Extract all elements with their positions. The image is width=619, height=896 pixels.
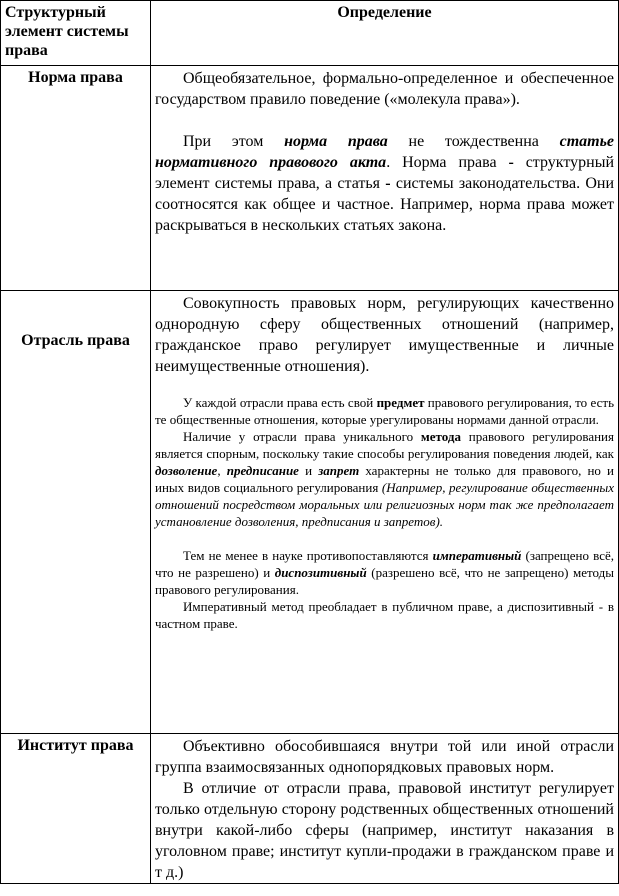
text: При этом bbox=[183, 133, 285, 150]
text: системы законодательства. Они соотносятся как общее и частное. Например, норма права может раскрываться в нескольких статьях закона. bbox=[155, 175, 615, 234]
table-row bbox=[1, 734, 619, 884]
row-definition bbox=[151, 734, 619, 884]
example-note: (Например, регулирование общественных отношений посредством моральных или религиозных норм так же предполагает установление дозволения, предписания и запретов). bbox=[155, 480, 614, 529]
row-definition bbox=[151, 291, 619, 734]
emphasis: диспозитивный bbox=[274, 565, 367, 580]
text: Тем не менее в науке противопоставляются bbox=[183, 548, 433, 563]
method-paragraph bbox=[155, 428, 614, 530]
methods-paragraph bbox=[155, 547, 614, 598]
text: (разрешено всё, что не запрещено) методы правового регулирования. bbox=[155, 565, 614, 597]
text: правового регулирования, то есть те общественные отношения, которые урегулированы нормами данной отрасли. bbox=[155, 395, 614, 427]
header-element: Структурный элемент системы права bbox=[1, 1, 151, 66]
emphasis: запрет bbox=[318, 463, 360, 478]
emphasis: статье нормативного правового акта bbox=[155, 133, 615, 171]
table-header-row bbox=[1, 1, 619, 66]
emphasis: предписание bbox=[226, 463, 299, 478]
text: структурный элемент системы права, а статья bbox=[155, 154, 615, 192]
header-definition: Определение bbox=[151, 1, 619, 66]
definition-paragraph: Общеобязательное, формально-определенное и обеспеченное государством правило поведение («молекула права»). bbox=[155, 70, 614, 108]
note-paragraph: В отличие от отрасли права, правовой институт регулирует только отдельную сторону родственных общественных отношений внутри какой-либо сферы (например, институт наказания в уголовном праве; институт купли-продажи в гражданском праве и т д.) bbox=[155, 780, 614, 881]
text: и bbox=[298, 463, 319, 478]
row-name: Отрасль права bbox=[1, 291, 151, 734]
text: характерны не только для правового, но и иных видов социального регулирования bbox=[155, 463, 615, 495]
emphasis: предмет bbox=[376, 395, 425, 410]
text: (запрещено всё, что не разрешено) и bbox=[155, 548, 614, 580]
methods-usage-paragraph: Императивный метод преобладает в публичном праве, а диспозитивный - в частном праве. bbox=[155, 599, 614, 631]
text: правового регулирования является спорным, поскольку такие способы регулирования поведения людей, как bbox=[155, 429, 614, 461]
emphasis: метода bbox=[420, 429, 461, 444]
text: Наличие у отрасли права уникального bbox=[183, 429, 421, 444]
emphasis: императивный bbox=[432, 548, 522, 563]
text: , bbox=[217, 463, 227, 478]
table-row bbox=[1, 66, 619, 291]
text: . Норма права bbox=[386, 154, 509, 171]
subject-paragraph bbox=[155, 394, 614, 428]
text: не тождественна bbox=[387, 133, 560, 150]
row-definition bbox=[151, 66, 619, 291]
table-row bbox=[1, 291, 619, 734]
definition-paragraph: Совокупность правовых норм, регулирующих качественно однородную сферу общественных отношений (например, гражданское право регулирует имущественные и личные неимущественные отношения). bbox=[155, 295, 614, 375]
emphasis: норма права bbox=[284, 133, 388, 150]
note-paragraph bbox=[155, 131, 614, 236]
row-name: Институт права bbox=[1, 734, 151, 884]
dash: - bbox=[508, 154, 514, 171]
dash: - bbox=[385, 175, 391, 192]
emphasis: дозволение bbox=[155, 463, 218, 478]
row-name: Норма права bbox=[1, 66, 151, 291]
text: У каждой отрасли права есть свой bbox=[183, 395, 377, 410]
definition-paragraph: Объективно обособившаяся внутри той или иной отрасли группа взаимосвязанных однопорядковых правовых норм. bbox=[155, 738, 614, 776]
